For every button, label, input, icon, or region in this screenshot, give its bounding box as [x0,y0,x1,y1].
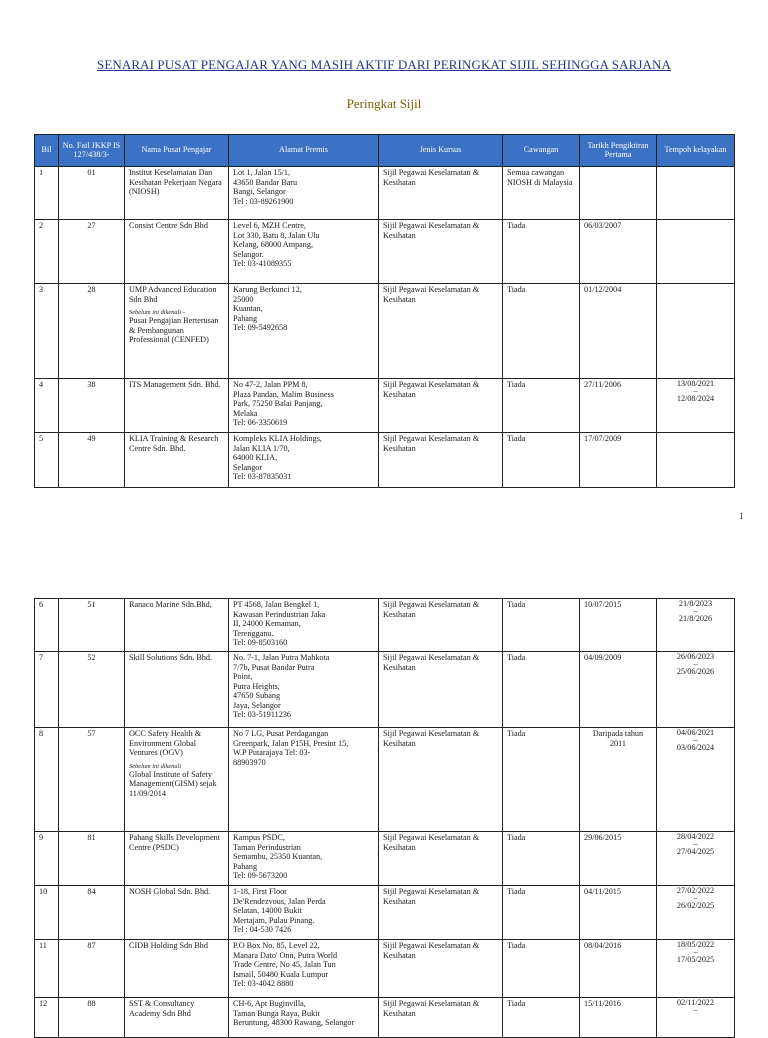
cell-tempoh [657,167,735,220]
table-row [35,940,735,998]
cell-alamat: Kampus PSDC, Taman Perindustrian Semambu, 25350 Kuantan, Pahang Tel: 09-5673200 [229,832,379,886]
cell-bil: 7 [35,652,59,728]
cell-fail: 49 [59,433,125,488]
tempoh-dash: – [693,735,698,745]
cell-jenis: Sijil Pegawai Keselamatan & Kesihatan [379,728,503,832]
centres-table-page-1 [34,134,735,488]
cell-tempoh [657,220,735,284]
cell-tempoh [657,998,735,1038]
cell-cawangan: Tiada [503,220,580,284]
cell-alamat: Lot 1, Jalan 15/1, 43650 Bandar Baru Bangi, Selangor Tel : 03-89261900 [229,167,379,220]
cell-jenis: Sijil Pegawai Keselamatan & Kesihatan [379,832,503,886]
cell-fail: 87 [59,940,125,998]
table-row [35,886,735,940]
cell-bil: 2 [35,220,59,284]
cell-tarikh: Daripada tahun 2011 [580,728,657,832]
cell-jenis: Sijil Pegawai Keselamatan & Kesihatan [379,167,503,220]
cell-tarikh: 10/07/2015 [580,599,657,652]
centre-former-name: Global Institute of Safety Management(GISM) sejak 11/09/2014 [129,769,217,798]
tempoh-dash: – [693,1005,698,1015]
cell-tempoh [657,940,735,998]
centre-former-name-note: Sebelum ini dikenali - [129,309,185,317]
table-row [35,832,735,886]
cell-cawangan: Semua cawangan NIOSH di Malaysia [503,167,580,220]
tempoh-to: 03/06/2024 [676,742,715,752]
cell-tempoh [657,886,735,940]
cell-alamat: No 47-2, Jalan PPM 8, Plaza Pandan, Malim Business Park, 75250 Balai Panjang, Melaka Tel: 06-3350619 [229,379,379,433]
cell-tarikh: 01/12/2004 [580,284,657,379]
cell-bil: 5 [35,433,59,488]
cell-nama [125,220,229,284]
tempoh-to: 26/02/2025 [676,900,715,910]
header-tempoh: Tempoh kelayakan [657,135,735,167]
header-nama: Nama Pusat Pengajar [125,135,229,167]
cell-cawangan: Tiada [503,728,580,832]
centre-name: Institut Keselamatan Dan Kesihatan Pekerjaan Negara (NIOSH) [129,168,222,197]
cell-tempoh [657,599,735,652]
centre-name: Skill Solutions Sdn. Bhd. [129,653,213,662]
cell-cawangan: Tiada [503,599,580,652]
cell-cawangan: Tiada [503,379,580,433]
cell-alamat: Level 6, MZH Centre, Lot 330, Batu 8, Jalan Ulu Kelang, 68000 Ampang, Selangor. Tel: 03-41089355 [229,220,379,284]
table-row [35,167,735,220]
cell-tempoh [657,652,735,728]
cell-bil: 6 [35,599,59,652]
cell-alamat: Karung Berkunci 12, 25000 Kuantan, Pahang Tel: 09-5492658 [229,284,379,379]
header-bil: Bil [35,135,59,167]
cell-nama [125,599,229,652]
cell-fail: 27 [59,220,125,284]
cell-nama [125,832,229,886]
centre-name: NOSH Global Sdn. Bhd. [129,887,211,896]
cell-nama [125,652,229,728]
cell-fail: 88 [59,998,125,1038]
cell-alamat: P.O Box No. 85, Level 22, Manara Dato' Onn, Putra World Trade Centre, No 45, Jalan Tun Ismail, 50480 Kuala Lumpur Tel: 03-4042 8880 [229,940,379,998]
cell-nama [125,940,229,998]
cell-bil: 11 [35,940,59,998]
cell-jenis: Sijil Pegawai Keselamatan & Kesihatan [379,284,503,379]
section-subtitle: Peringkat Sijil [346,96,422,111]
cell-jenis: Sijil Pegawai Keselamatan & Kesihatan [379,220,503,284]
tempoh-to: 21/8/2026 [678,613,713,623]
page-number: 1 [739,511,744,521]
table-row [35,652,735,728]
cell-nama [125,728,229,832]
cell-nama [125,167,229,220]
cell-jenis: Sijil Pegawai Keselamatan & Kesihatan [379,379,503,433]
tempoh-from: 04/06/2021 [676,728,715,737]
cell-nama [125,284,229,379]
tempoh-from: 13/08/2021 [676,379,715,388]
header-alamat: Alamat Premis [229,135,379,167]
tempoh-from: 28/04/2022 [676,832,715,841]
cell-tarikh [580,167,657,220]
cell-cawangan: Tiada [503,652,580,728]
table-row [35,599,735,652]
tempoh-dash: – [693,606,698,616]
table-row [35,284,735,379]
tempoh-from: 21/8/2023 [678,599,713,608]
cell-jenis: Sijil Pegawai Keselamatan & Kesihatan [379,599,503,652]
cell-alamat: 1-18, First Floor De'Rendezvous, Jalan Perda Selatan, 14000 Bukit Mertajam, Pulau Pinang. Tel : 04-530 7426 [229,886,379,940]
table-row [35,998,735,1038]
table-body-page-2 [35,599,735,1038]
cell-fail: 81 [59,832,125,886]
tempoh-dash: – [693,947,698,957]
table-row [35,433,735,488]
tempoh-from: 18/05/2022 [676,940,715,949]
tempoh-dash: – [693,659,698,669]
cell-fail: 28 [59,284,125,379]
cell-cawangan: Tiada [503,886,580,940]
tempoh-dash: – [693,839,698,849]
centre-name: Consist Centre Sdn Bhd [129,221,208,230]
cell-nama [125,998,229,1038]
cell-bil: 9 [35,832,59,886]
cell-alamat: CH-6, Apt Buginvilla, Taman Bunga Raya, Bukit Beruntung, 48300 Rawang, Selangor [229,998,379,1038]
cell-jenis: Sijil Pegawai Keselamatan & Kesihatan [379,433,503,488]
cell-alamat: No 7 LG, Pusat Perdagangan Greenpark, Jalan P15H, Presint 15, W.P Putarajaya Tel: 03- 88903970 [229,728,379,832]
cell-fail: 57 [59,728,125,832]
header-fail: No. Fail JKKP IS 127/438/3- [59,135,125,167]
table-body-page-1 [35,167,735,488]
cell-tempoh [657,379,735,433]
cell-fail: 01 [59,167,125,220]
cell-fail: 38 [59,379,125,433]
table-header-row [35,135,735,167]
cell-bil: 1 [35,167,59,220]
header-jenis: Jenis Kursus [379,135,503,167]
cell-tarikh: 04/11/2015 [580,886,657,940]
cell-fail: 51 [59,599,125,652]
table-row [35,220,735,284]
centre-former-name: Pusat Pengajian Berterusan & Pembangunan Professional (CENFED) [129,316,219,345]
cell-cawangan: Tiada [503,284,580,379]
centre-name: SST & Consultancy Academy Sdn Bhd [129,999,195,1018]
centre-former-name-note: Sebelum ini dikenali [129,762,182,770]
centre-name: OCC Safety Health & Environment Global Ventures (OGV) [129,729,202,758]
centre-name: ITS Management Sdn. Bhd. [129,380,221,389]
cell-tarikh: 29/06/2015 [580,832,657,886]
table-row [35,728,735,832]
cell-jenis: Sijil Pegawai Keselamatan & Kesihatan [379,998,503,1038]
cell-bil: 12 [35,998,59,1038]
cell-nama [125,433,229,488]
cell-tempoh [657,433,735,488]
tempoh-to: 27/04/2025 [676,846,715,856]
cell-tempoh [657,284,735,379]
cell-fail: 52 [59,652,125,728]
tempoh-dash: – [693,893,698,903]
header-tarikh: Tarikh Pengiktiran Pertama [580,135,657,167]
tempoh-to: 12/08/2024 [676,393,715,403]
cell-bil: 8 [35,728,59,832]
cell-alamat: Kompleks KLIA Holdings, Jalan KLIA 1/70, 64000 KLIA, Selangor Tel: 03-87835031 [229,433,379,488]
cell-cawangan: Tiada [503,998,580,1038]
cell-alamat: PT 4568, Jalan Bengkel 1, Kawasan Perindustrian Jaka II, 24000 Kemaman, Terengganu. Tel: 09-8503160 [229,599,379,652]
centre-name: UMP Advanced Education Sdn Bhd [129,285,217,304]
document-title: SENARAI PUSAT PENGAJAR YANG MASIH AKTIF DARI PERINGKAT SIJIL SEHINGGA SARJANA [97,57,671,72]
tempoh-to: 25/06/2026 [676,666,715,676]
centre-name: KLIA Training & Research Centre Sdn. Bhd. [129,434,219,453]
cell-tarikh: 27/11/2006 [580,379,657,433]
tempoh-from: 02/11/2022 [677,998,714,1007]
cell-tarikh: 06/03/2007 [580,220,657,284]
tempoh-dash: – [693,386,698,396]
cell-bil: 10 [35,886,59,940]
cell-fail: 84 [59,886,125,940]
tempoh-from: 26/06/2023 [676,652,715,661]
centre-name: Ranaco Marine Sdn.Bhd, [129,600,212,609]
cell-tarikh: 08/04/2016 [580,940,657,998]
cell-tempoh [657,832,735,886]
cell-nama [125,379,229,433]
tempoh-from: 27/02/2022 [676,886,715,895]
cell-jenis: Sijil Pegawai Keselamatan & Kesihatan [379,652,503,728]
header-cawangan: Cawangan [503,135,580,167]
cell-tarikh: 15/11/2016 [580,998,657,1038]
table-row [35,379,735,433]
cell-tempoh [657,728,735,832]
cell-cawangan: Tiada [503,940,580,998]
cell-alamat: No. 7-1, Jalan Putra Mahkota 7/7b, Pusat Bandar Putra Point, Putra Heights, 47650 Subang Jaya, Selangor Tel: 03-51911236 [229,652,379,728]
cell-jenis: Sijil Pegawai Keselamatan & Kesihatan [379,886,503,940]
centres-table-page-2 [34,598,735,1038]
cell-nama [125,886,229,940]
cell-bil: 4 [35,379,59,433]
cell-bil: 3 [35,284,59,379]
cell-cawangan: Tiada [503,832,580,886]
cell-cawangan: Tiada [503,433,580,488]
cell-tarikh: 04/09/2009 [580,652,657,728]
cell-tarikh: 17/07/2009 [580,433,657,488]
centre-name: Pahang Skills Development Centre (PSDC) [129,833,220,852]
tempoh-to: 17/05/2025 [676,954,715,964]
centre-name: CIDB Holding Sdn Bhd [129,941,208,950]
cell-jenis: Sijil Pegawai Keselamatan & Kesihatan [379,940,503,998]
